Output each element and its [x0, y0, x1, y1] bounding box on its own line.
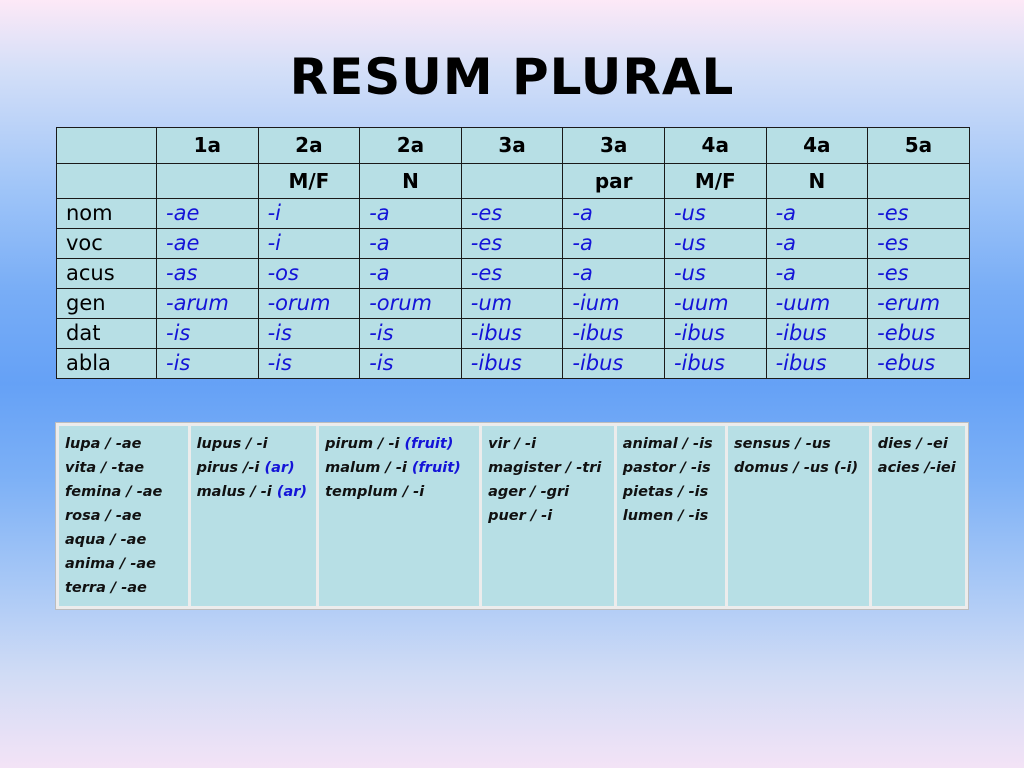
example-note: (ar): [276, 484, 308, 500]
header-cell: 1a: [157, 128, 259, 164]
header-cell: 2a: [258, 128, 360, 164]
table-row-voc: [57, 229, 970, 259]
example-word: pirum / -i: [325, 436, 400, 452]
ending-cell: -a: [563, 229, 665, 259]
example-word: rosa / -ae: [65, 508, 142, 524]
example-line: [197, 480, 311, 504]
ending-cell: -ibus: [766, 349, 868, 379]
ending-cell: -us: [664, 259, 766, 289]
table-row-dat: [57, 319, 970, 349]
ending-cell: -is: [258, 349, 360, 379]
ending-cell: -ibus: [563, 319, 665, 349]
example-word: aqua / -ae: [65, 532, 147, 548]
ending-cell: -ae: [157, 229, 259, 259]
example-note: (fruit): [404, 436, 454, 452]
ending-cell: -ibus: [563, 349, 665, 379]
ending-cell: -a: [563, 259, 665, 289]
header-cell: 3a: [461, 128, 563, 164]
ending-cell: -i: [258, 199, 360, 229]
ending-cell: -orum: [258, 289, 360, 319]
examples-cell-2nd-declension-er: [482, 426, 614, 606]
example-word: lupa / -ae: [65, 436, 142, 452]
header-cell: 5a: [868, 128, 970, 164]
ending-cell: -um: [461, 289, 563, 319]
examples-cell-2nd-declension-mf: [191, 426, 317, 606]
ending-cell: -ibus: [664, 349, 766, 379]
case-label: acus: [57, 259, 157, 289]
header-cell: [57, 128, 157, 164]
example-note: (ar): [264, 460, 295, 476]
example-word: domus / -us (-i): [734, 460, 859, 476]
ending-cell: -ebus: [868, 349, 970, 379]
table-row-gen: [57, 289, 970, 319]
ending-cell: -a: [766, 199, 868, 229]
example-word: vir / -i: [488, 436, 537, 452]
example-word: anima / -ae: [65, 556, 157, 572]
header-cell: N: [766, 164, 868, 199]
examples-cell-3rd-declension: [617, 426, 725, 606]
table-row-acus: [57, 259, 970, 289]
ending-cell: -orum: [360, 289, 462, 319]
examples-cell-5th-declension: [872, 426, 965, 606]
ending-cell: -ibus: [664, 319, 766, 349]
ending-cell: -arum: [157, 289, 259, 319]
example-line: [325, 456, 473, 480]
ending-cell: -ibus: [766, 319, 868, 349]
ending-cell: -a: [360, 229, 462, 259]
ending-cell: -a: [360, 259, 462, 289]
header-cell: 2a: [360, 128, 462, 164]
example-word: lumen / -is: [622, 508, 709, 524]
ending-cell: -a: [563, 199, 665, 229]
ending-cell: -i: [258, 229, 360, 259]
header-cell: N: [360, 164, 462, 199]
example-word: magister / -tri: [488, 460, 602, 476]
header-row-declension: [57, 128, 970, 164]
example-note: (fruit): [411, 460, 461, 476]
header-cell: [57, 164, 157, 199]
ending-cell: -es: [461, 229, 563, 259]
declension-table: [56, 127, 970, 379]
header-cell: [157, 164, 259, 199]
example-word: terra / -ae: [65, 580, 147, 596]
example-word: sensus / -us: [734, 436, 831, 452]
ending-cell: -ibus: [461, 349, 563, 379]
ending-cell: -ium: [563, 289, 665, 319]
example-word: ager / -gri: [488, 484, 570, 500]
examples-table: [55, 422, 969, 610]
examples-cell-2nd-declension-n: [319, 426, 479, 606]
example-line: [325, 432, 473, 456]
example-line: [197, 456, 311, 480]
header-cell: [868, 164, 970, 199]
ending-cell: -us: [664, 199, 766, 229]
case-label: abla: [57, 349, 157, 379]
header-cell: par: [563, 164, 665, 199]
example-word: animal / -is: [622, 436, 713, 452]
table-row-nom: [57, 199, 970, 229]
example-word: pietas / -is: [622, 484, 709, 500]
example-word: lupus / -i: [196, 436, 268, 452]
examples-cell-4th-declension: [728, 426, 869, 606]
ending-cell: -is: [360, 319, 462, 349]
header-cell: M/F: [258, 164, 360, 199]
ending-cell: -is: [157, 349, 259, 379]
table-row-abla: [57, 349, 970, 379]
example-word: pirus /-i: [196, 460, 260, 476]
ending-cell: -es: [868, 229, 970, 259]
ending-cell: -a: [766, 229, 868, 259]
header-cell: [461, 164, 563, 199]
case-label: nom: [57, 199, 157, 229]
example-word: malus / -i: [196, 484, 272, 500]
ending-cell: -erum: [868, 289, 970, 319]
example-word: vita / -tae: [65, 460, 145, 476]
ending-cell: -is: [360, 349, 462, 379]
example-word: puer / -i: [488, 508, 553, 524]
ending-cell: -ebus: [868, 319, 970, 349]
ending-cell: -os: [258, 259, 360, 289]
examples-row: [59, 426, 965, 606]
ending-cell: -es: [461, 199, 563, 229]
header-cell: 3a: [563, 128, 665, 164]
page-title: RESUM PLURAL: [289, 48, 735, 106]
ending-cell: -as: [157, 259, 259, 289]
ending-cell: -ibus: [461, 319, 563, 349]
examples-cell-1st-declension: [59, 426, 188, 606]
ending-cell: -es: [461, 259, 563, 289]
ending-cell: -us: [664, 229, 766, 259]
example-word: templum / -i: [325, 484, 425, 500]
header-cell: 4a: [766, 128, 868, 164]
example-word: dies / -ei: [877, 436, 948, 452]
case-label: gen: [57, 289, 157, 319]
ending-cell: -is: [258, 319, 360, 349]
ending-cell: -is: [157, 319, 259, 349]
ending-cell: -uum: [766, 289, 868, 319]
case-label: dat: [57, 319, 157, 349]
example-word: pastor / -is: [622, 460, 711, 476]
ending-cell: -ae: [157, 199, 259, 229]
example-word: femina / -ae: [65, 484, 163, 500]
example-word: malum / -i: [325, 460, 412, 476]
ending-cell: -es: [868, 199, 970, 229]
ending-cell: -es: [868, 259, 970, 289]
ending-cell: -a: [766, 259, 868, 289]
example-word: acies /-iei: [877, 460, 956, 476]
header-row-gender: [57, 164, 970, 199]
header-cell: 4a: [664, 128, 766, 164]
header-cell: M/F: [664, 164, 766, 199]
ending-cell: -a: [360, 199, 462, 229]
ending-cell: -uum: [664, 289, 766, 319]
case-label: voc: [57, 229, 157, 259]
